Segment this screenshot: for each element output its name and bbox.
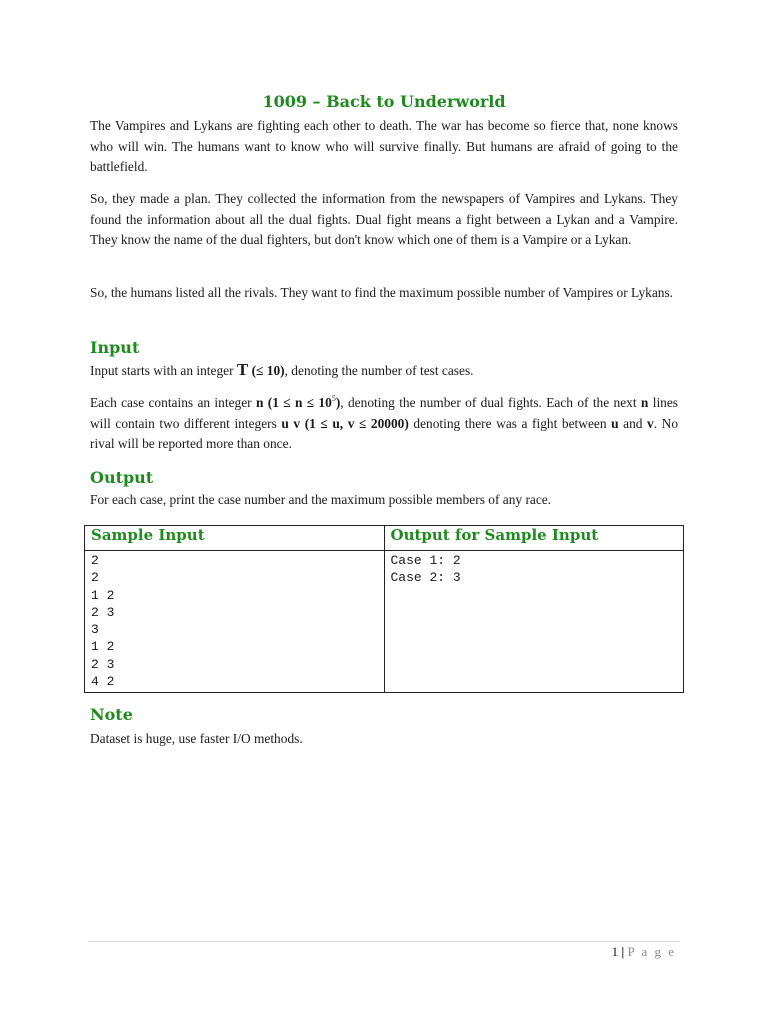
footer-divider — [88, 941, 680, 942]
output-paragraph: For each case, print the case number and the maximum possible members of any race. — [90, 492, 552, 507]
sample-input-line: 1 2 — [91, 639, 115, 655]
intro-paragraph-3: So, the humans listed all the rivals. They want to find the maximum possible number of Vampires or Lykans. — [90, 285, 674, 300]
input-paragraph-1: Input starts with an integer T (≤ 10), denoting the number of test cases. — [90, 360, 474, 379]
sample-output-cell — [384, 551, 684, 693]
note-heading: Note — [90, 705, 133, 724]
sample-input-line: 3 — [91, 622, 99, 638]
sample-output-line: Case 1: 2 — [390, 553, 461, 568]
sample-input-header: Sample Input — [85, 526, 385, 551]
problem-title: 1009 – Back to Underworld — [262, 92, 506, 111]
intro-paragraph-2: So, they made a plan. They collected the information from the newspapers of Vampires and Lykans. They found the information about all the dual fights. Dual fight means a fight between a Lykan and a Vampire. They know the name of the dual fighters, but don't know which one of them is a Vampire or a Lykan. — [90, 191, 678, 247]
sample-input-line: 4 2 — [91, 674, 115, 690]
sample-io-table — [84, 525, 684, 693]
page-number: 1 — [611, 944, 619, 959]
page-footer — [612, 944, 676, 960]
input-paragraph-2: Each case contains an integer n $(1 \le n \le 10^5)$, denoting the number of dual fights. Each of the next n lines will contain two different integers u v (1 ≤ u, v ≤ 20000) denoting there was a fight between u and v. No rival will be reported more than once. — [90, 394, 679, 451]
sample-input-line: 2 3 — [91, 656, 115, 672]
sample-input-line: 1 2 — [91, 587, 115, 603]
sample-input-line: 2 — [91, 553, 99, 568]
footer-separator: | — [621, 944, 625, 959]
note-paragraph: Dataset is huge, use faster I/O methods. — [90, 731, 303, 746]
sample-output-line: Case 2: 3 — [390, 570, 461, 586]
input-heading: Input — [90, 338, 140, 357]
sample-input-line: 2 — [91, 570, 99, 586]
sample-input-line: 2 3 — [91, 604, 115, 620]
intro-paragraph-1: The Vampires and Lykans are fighting each other to death. The war has become so fierce that, none knows who will win. The humans want to know who will survive finally. But humans are afraid of going to the battlefield. — [90, 118, 678, 174]
sample-input-cell — [85, 551, 385, 693]
output-heading: Output — [90, 468, 154, 487]
sample-output-header: Output for Sample Input — [384, 526, 684, 551]
page-label: P a g e — [627, 944, 676, 959]
